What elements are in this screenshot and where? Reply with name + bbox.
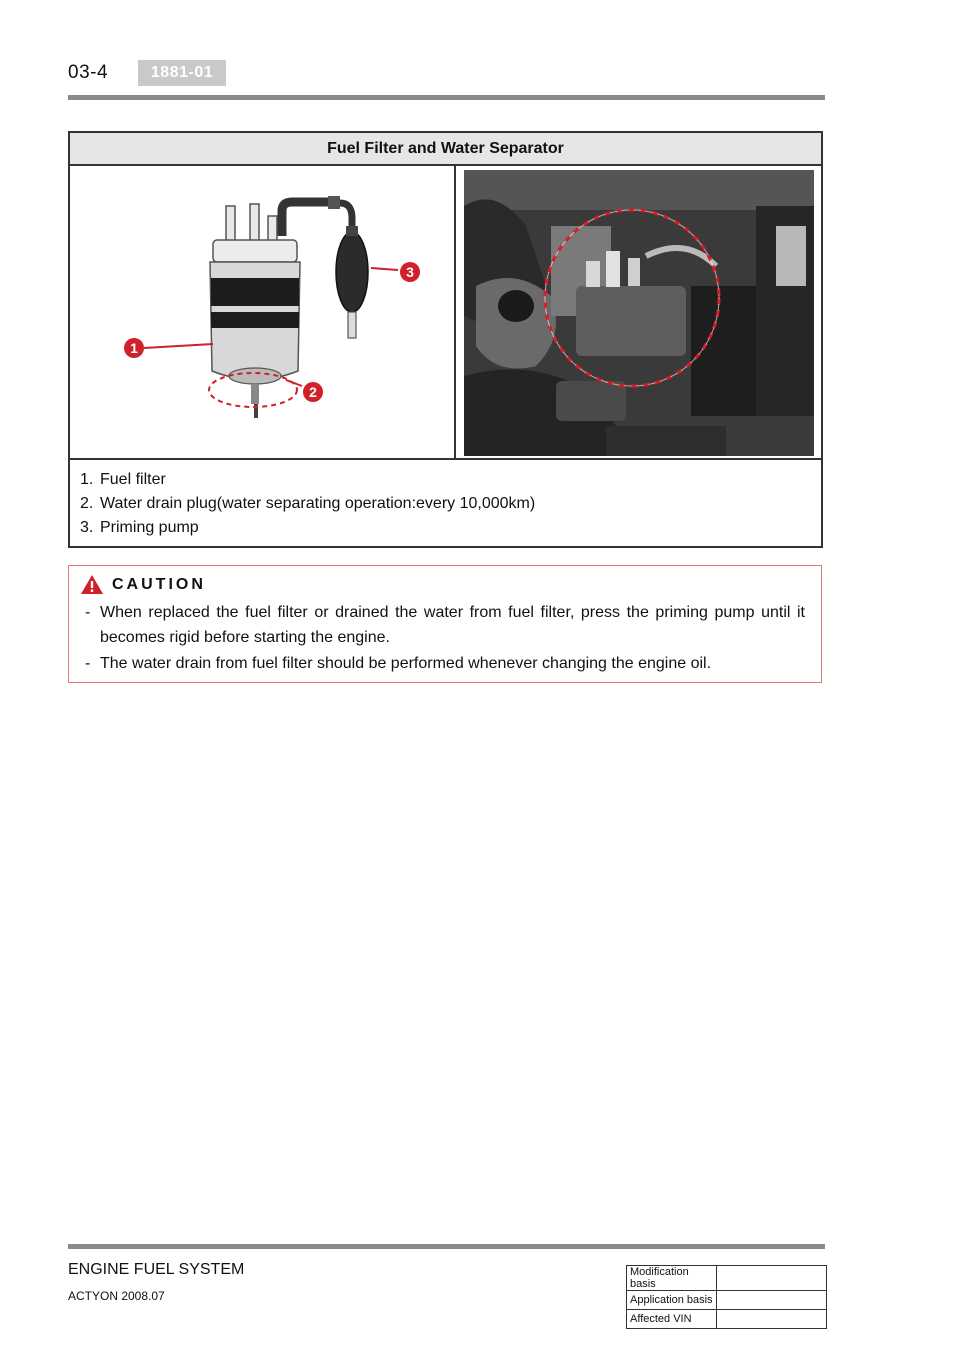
- revision-value: [717, 1266, 827, 1291]
- legend-number: 1.: [80, 471, 94, 488]
- page-number: 03-4: [68, 62, 109, 83]
- fuel-filter-illustration: [70, 166, 456, 458]
- revision-label: Modification basis: [627, 1266, 717, 1291]
- figure-legend: [80, 468, 535, 540]
- figure-table: [68, 131, 823, 548]
- legend-item: [80, 492, 535, 516]
- legend-text: Priming pump: [100, 519, 199, 536]
- table-row: [627, 1266, 827, 1291]
- warning-triangle-icon: [80, 574, 104, 595]
- bullet-dash: -: [85, 604, 91, 621]
- revision-value: [717, 1291, 827, 1310]
- footer-model: ACTYON 2008.07: [68, 1289, 165, 1303]
- legend-text: Fuel filter: [100, 471, 166, 488]
- legend-item: [80, 516, 535, 540]
- bullet-dash: -: [85, 655, 91, 672]
- legend-item: [80, 468, 535, 492]
- caution-title: CAUTION: [112, 575, 206, 593]
- footer-rule: [68, 1244, 825, 1249]
- caution-header: [80, 574, 206, 595]
- caution-text: When replaced the fuel filter or drained the water from fuel filter, press the priming pump until it becomes rigid before starting the engine.: [100, 604, 805, 646]
- header-rule: [68, 95, 825, 100]
- caution-box: [68, 565, 822, 683]
- legend-number: 3.: [80, 519, 94, 536]
- caution-text: The water drain from fuel filter should be performed whenever changing the engine oil.: [100, 655, 712, 672]
- callout-3-label: 3: [406, 264, 414, 280]
- caution-list: [85, 600, 805, 677]
- caution-item: [85, 651, 805, 676]
- engine-bay-photo: [456, 166, 821, 458]
- legend-number: 2.: [80, 495, 94, 512]
- section-code-badge: 1881-01: [138, 60, 226, 86]
- revision-value: [717, 1310, 827, 1329]
- callout-2-label: 2: [309, 384, 317, 400]
- caution-item: [85, 600, 805, 650]
- revision-label: Affected VIN: [627, 1310, 717, 1329]
- callout-1-label: 1: [130, 340, 138, 356]
- revision-table: [626, 1265, 827, 1329]
- legend-text: Water drain plug(water separating operation:every 10,000km): [100, 495, 536, 512]
- figure-image-row: [70, 166, 821, 460]
- revision-label: Application basis: [627, 1291, 717, 1310]
- figure-title: Fuel Filter and Water Separator: [70, 133, 821, 166]
- table-row: [627, 1310, 827, 1329]
- footer-section-title: ENGINE FUEL SYSTEM: [68, 1261, 245, 1278]
- table-row: [627, 1291, 827, 1310]
